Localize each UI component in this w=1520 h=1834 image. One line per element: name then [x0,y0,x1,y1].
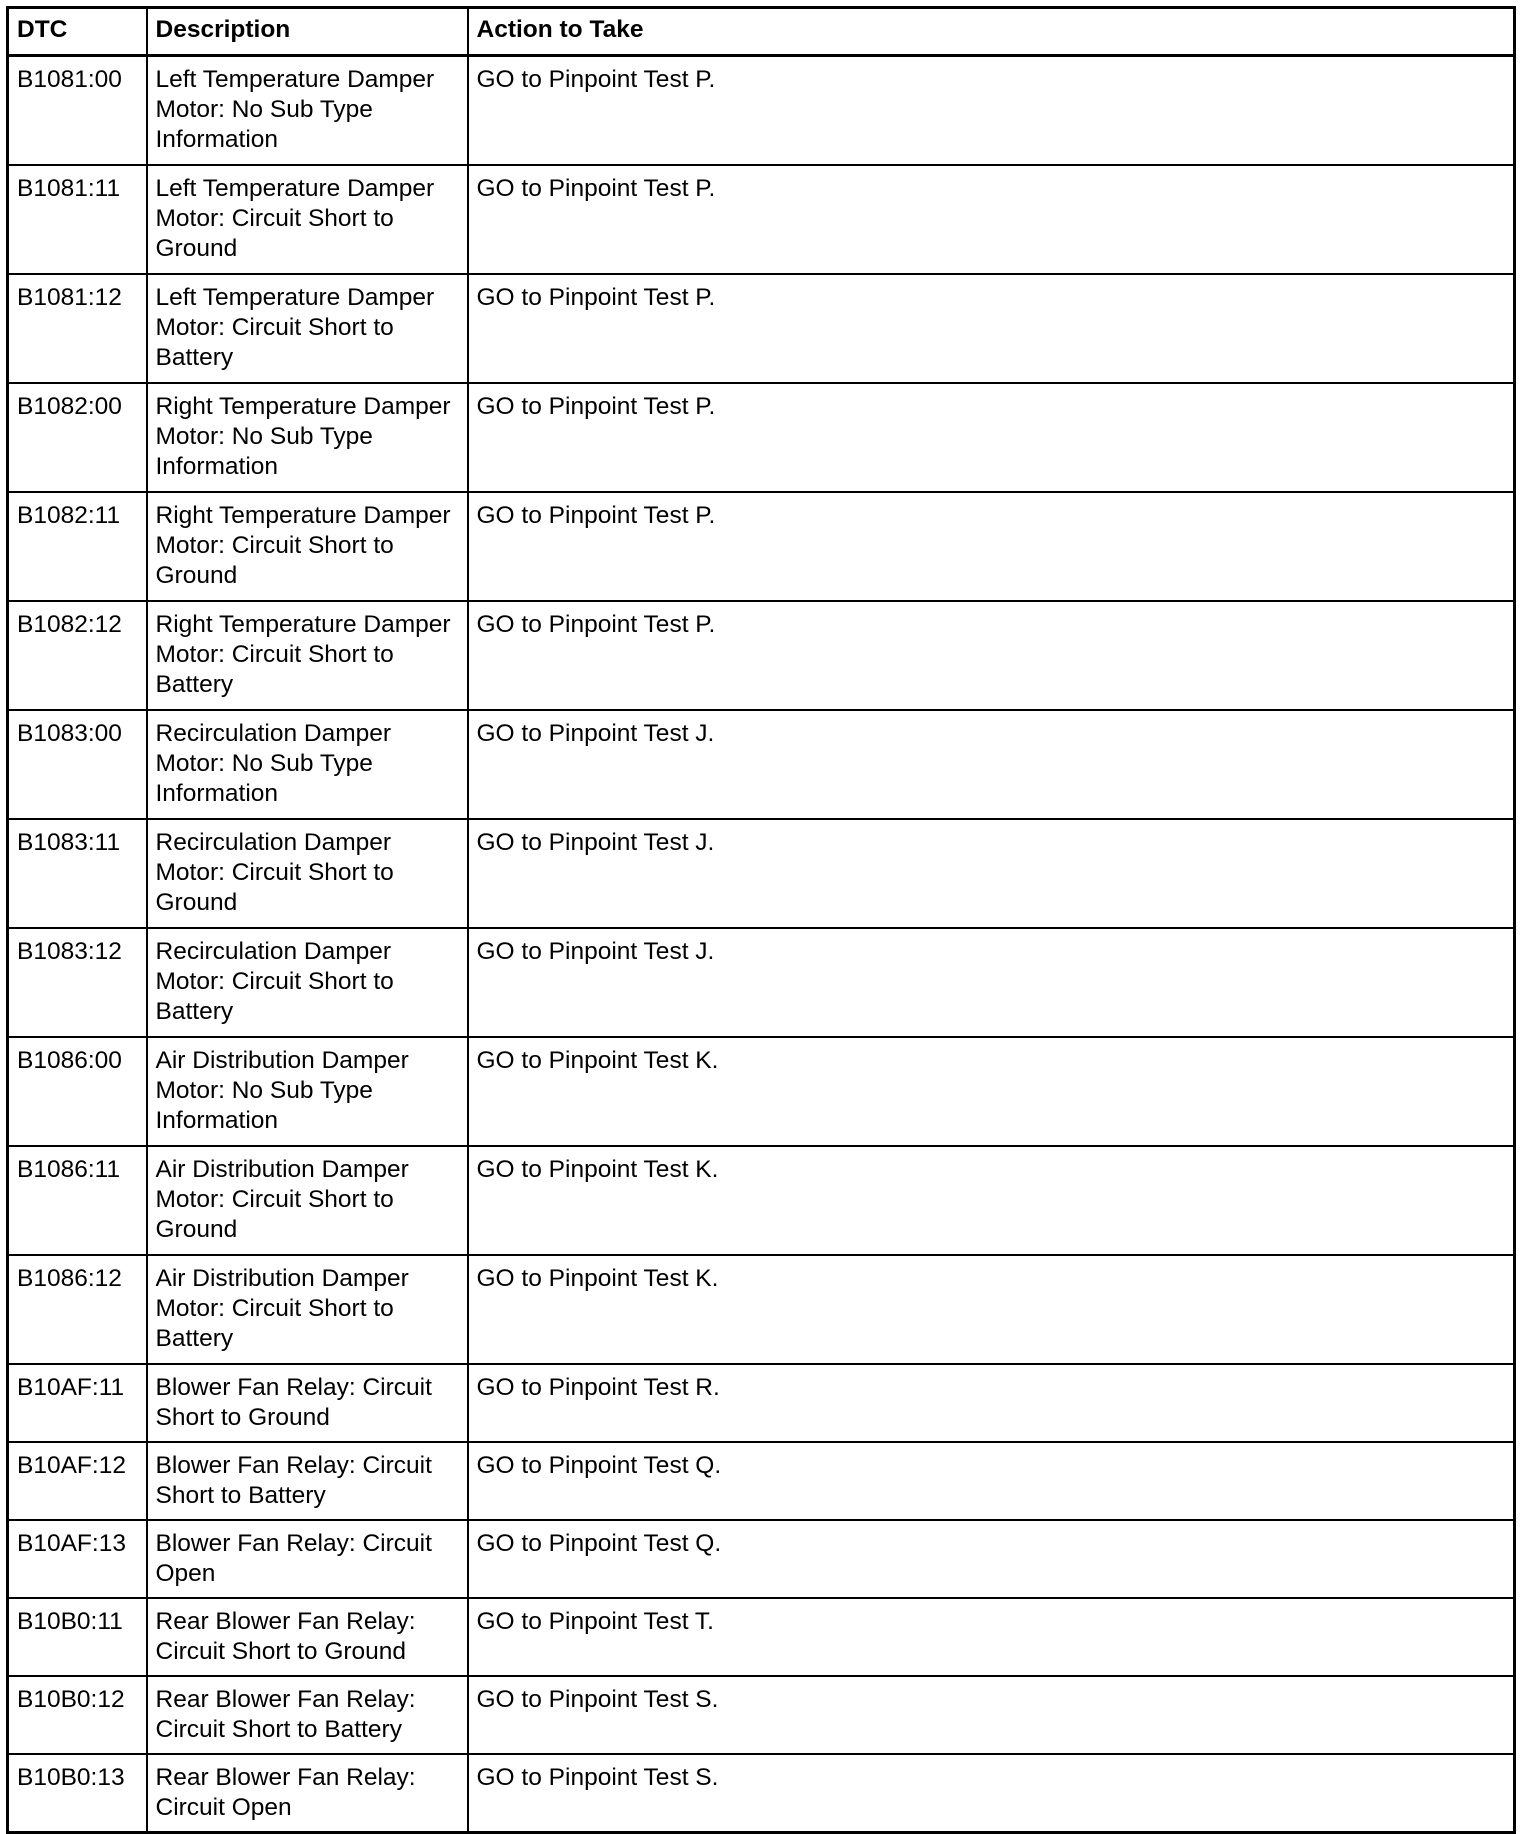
dtc-code: B1083:12 [8,928,147,1037]
dtc-code: B1081:12 [8,274,147,383]
table-row [8,928,1515,1037]
dtc-description: Recirculation Damper Motor: Circuit Short to Ground [147,819,468,928]
table-row [8,165,1515,274]
dtc-action: GO to Pinpoint Test S. [468,1676,1515,1754]
dtc-action: GO to Pinpoint Test P. [468,383,1515,492]
dtc-code: B1086:11 [8,1146,147,1255]
table-row [8,710,1515,819]
dtc-action: GO to Pinpoint Test T. [468,1598,1515,1676]
dtc-description: Right Temperature Damper Motor: Circuit Short to Ground [147,492,468,601]
dtc-code: B10B0:11 [8,1598,147,1676]
table-row [8,492,1515,601]
header-description: Description [147,8,468,56]
table-row [8,1255,1515,1364]
dtc-description: Blower Fan Relay: Circuit Open [147,1520,468,1598]
dtc-code: B10AF:13 [8,1520,147,1598]
dtc-code: B10AF:11 [8,1364,147,1442]
dtc-action: GO to Pinpoint Test P. [468,492,1515,601]
table-row [8,819,1515,928]
dtc-action: GO to Pinpoint Test K. [468,1146,1515,1255]
table-header-row [8,8,1515,56]
dtc-description: Blower Fan Relay: Circuit Short to Ground [147,1364,468,1442]
dtc-code: B1082:12 [8,601,147,710]
dtc-code: B10AF:12 [8,1442,147,1520]
dtc-table [6,6,1516,1834]
dtc-action: GO to Pinpoint Test K. [468,1255,1515,1364]
dtc-action: GO to Pinpoint Test Q. [468,1442,1515,1520]
dtc-code: B1081:00 [8,56,147,165]
table-row [8,1520,1515,1598]
dtc-action: GO to Pinpoint Test P. [468,601,1515,710]
dtc-code: B1086:00 [8,1037,147,1146]
dtc-description: Rear Blower Fan Relay: Circuit Short to Ground [147,1598,468,1676]
dtc-action: GO to Pinpoint Test S. [468,1754,1515,1833]
dtc-action: GO to Pinpoint Test R. [468,1364,1515,1442]
dtc-action: GO to Pinpoint Test K. [468,1037,1515,1146]
dtc-description: Air Distribution Damper Motor: Circuit Short to Battery [147,1255,468,1364]
dtc-code: B1086:12 [8,1255,147,1364]
table-row [8,1442,1515,1520]
dtc-action: GO to Pinpoint Test Q. [468,1520,1515,1598]
dtc-description: Right Temperature Damper Motor: No Sub Type Information [147,383,468,492]
dtc-description: Left Temperature Damper Motor: Circuit Short to Battery [147,274,468,383]
dtc-action: GO to Pinpoint Test P. [468,165,1515,274]
dtc-description: Rear Blower Fan Relay: Circuit Open [147,1754,468,1833]
dtc-code: B1083:11 [8,819,147,928]
header-dtc: DTC [8,8,147,56]
table-row [8,1598,1515,1676]
dtc-code: B1081:11 [8,165,147,274]
dtc-code: B10B0:12 [8,1676,147,1754]
dtc-code: B1083:00 [8,710,147,819]
document-page [6,6,1513,1834]
table-row [8,56,1515,165]
table-row [8,1754,1515,1833]
table-row [8,601,1515,710]
dtc-description: Recirculation Damper Motor: Circuit Short to Battery [147,928,468,1037]
table-row [8,274,1515,383]
dtc-description: Left Temperature Damper Motor: Circuit Short to Ground [147,165,468,274]
dtc-action: GO to Pinpoint Test J. [468,819,1515,928]
table-row [8,383,1515,492]
dtc-description: Air Distribution Damper Motor: Circuit Short to Ground [147,1146,468,1255]
dtc-code: B1082:11 [8,492,147,601]
table-row [8,1676,1515,1754]
dtc-code: B10B0:13 [8,1754,147,1833]
dtc-description: Left Temperature Damper Motor: No Sub Type Information [147,56,468,165]
dtc-action: GO to Pinpoint Test J. [468,710,1515,819]
dtc-description: Blower Fan Relay: Circuit Short to Battery [147,1442,468,1520]
dtc-description: Rear Blower Fan Relay: Circuit Short to Battery [147,1676,468,1754]
dtc-code: B1082:00 [8,383,147,492]
dtc-description: Recirculation Damper Motor: No Sub Type Information [147,710,468,819]
table-row [8,1037,1515,1146]
dtc-description: Right Temperature Damper Motor: Circuit Short to Battery [147,601,468,710]
table-row [8,1146,1515,1255]
table-row [8,1364,1515,1442]
dtc-action: GO to Pinpoint Test P. [468,274,1515,383]
dtc-description: Air Distribution Damper Motor: No Sub Type Information [147,1037,468,1146]
header-action: Action to Take [468,8,1515,56]
dtc-action: GO to Pinpoint Test J. [468,928,1515,1037]
dtc-action: GO to Pinpoint Test P. [468,56,1515,165]
